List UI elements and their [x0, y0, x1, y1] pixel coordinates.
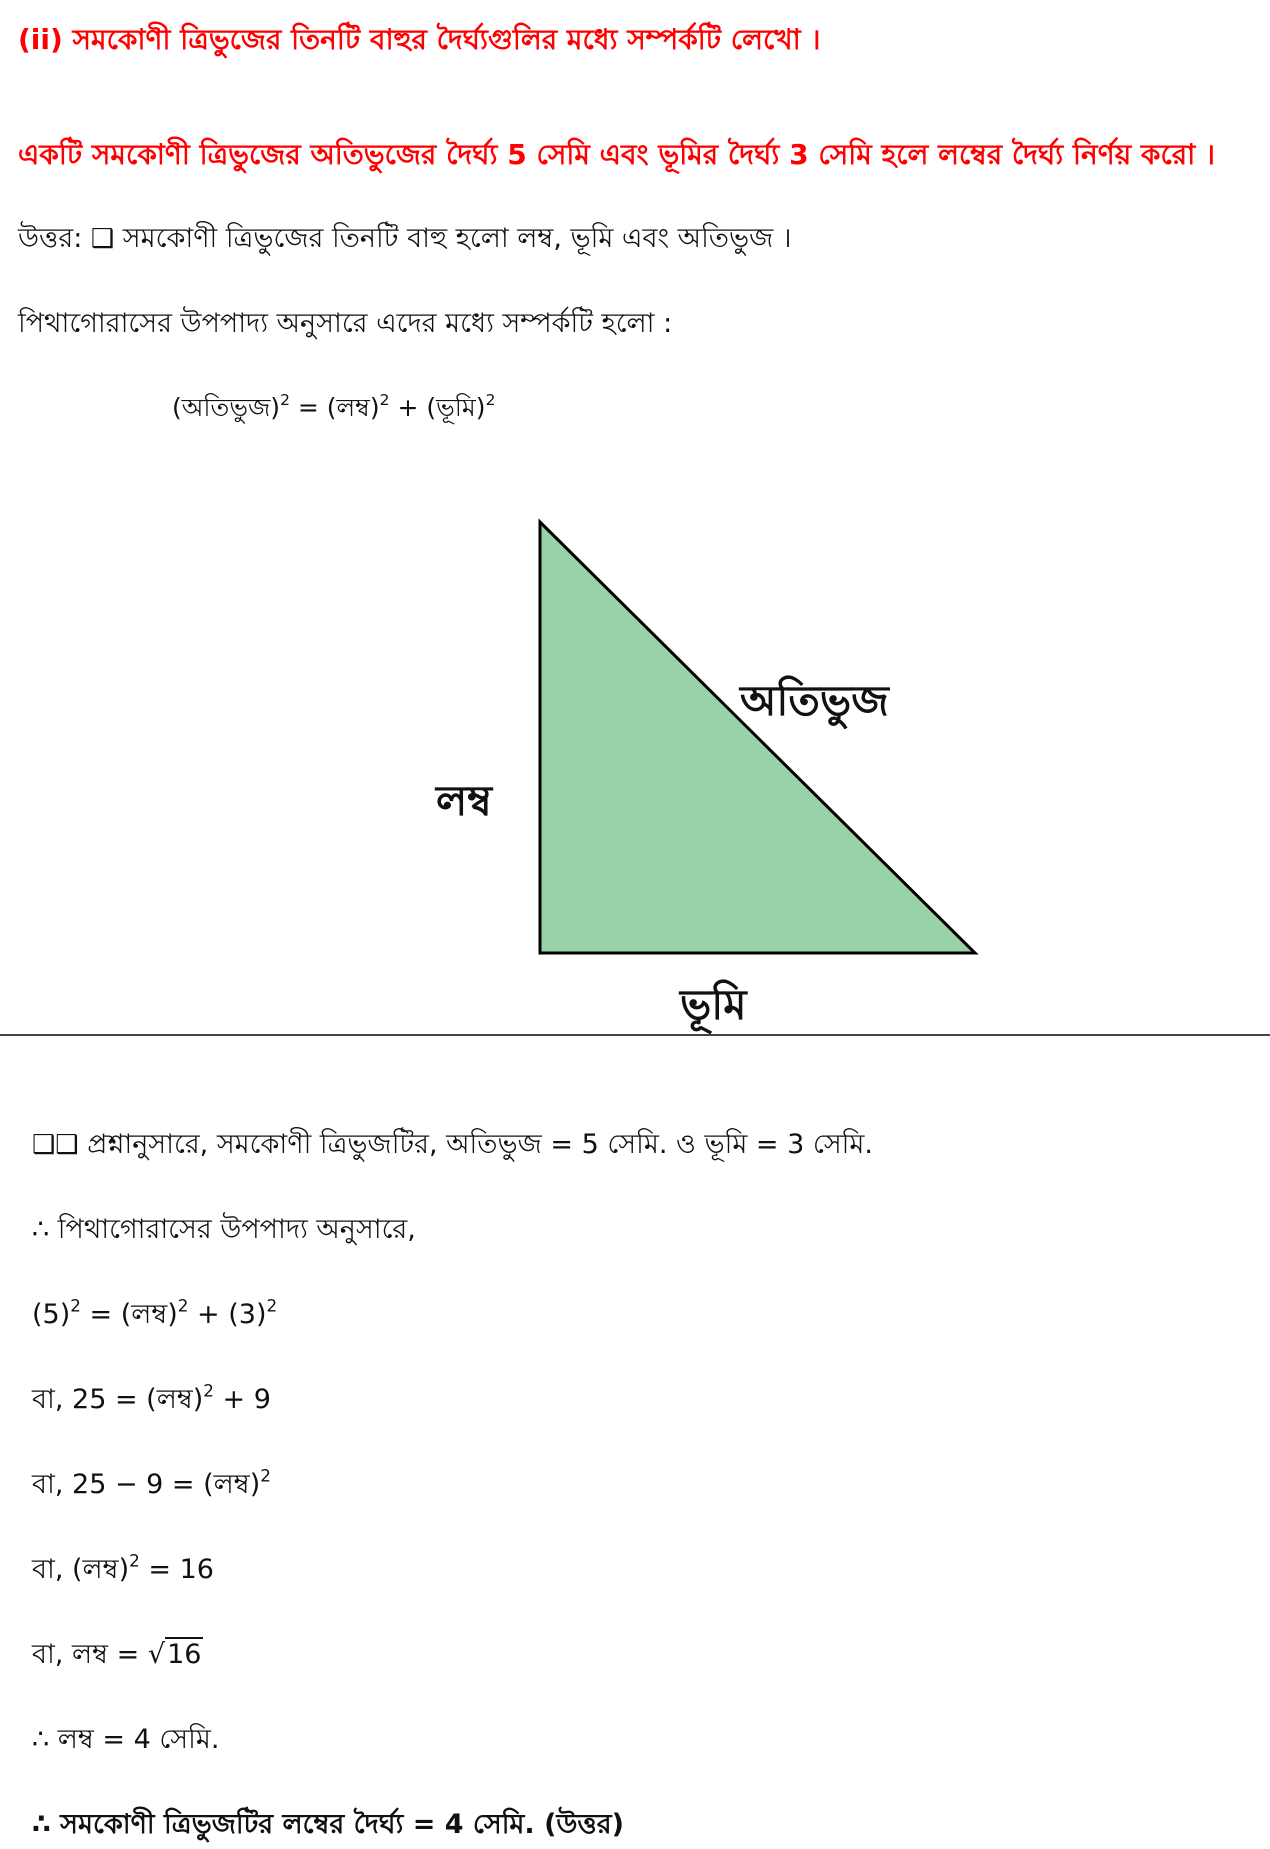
- double-checkbox-glyph-icon: ❑❑: [32, 1130, 79, 1160]
- step-5: [32, 1634, 203, 1679]
- relation-intro: পিথাগোরাসের উপপাদ্য অনুসারে এদের মধ্যে সম্পর্কটি হলো :: [18, 308, 673, 339]
- step-2-a: বা, 25 = (লম্ব): [32, 1384, 204, 1415]
- square-root-expression: [148, 1639, 204, 1670]
- step-1-b: = (লম্ব): [80, 1299, 178, 1330]
- step-3-exp: 2: [260, 1465, 271, 1486]
- perpendicular-label: লম্ব: [436, 776, 493, 825]
- step-4-a: বা, (লম্ব): [32, 1554, 130, 1585]
- question-part-heading: (ii) সমকোণী ত্রিভুজের তিনটি বাহুর দৈর্ঘ্যগুলির মধ্যে সম্পর্কটি লেখো ।: [18, 23, 821, 56]
- given-text: প্রশ্নানুসারে, সমকোণী ত্রিভুজটির, অতিভুজ = 5 সেমি. ও ভূমি = 3 সেমি.: [87, 1129, 873, 1160]
- formula-plus: +: [389, 393, 427, 422]
- step-4: [32, 1549, 214, 1594]
- therefore-intro: ∴ পিথাগোরাসের উপপাদ্য অনুসারে,: [32, 1214, 416, 1245]
- step-5-a: বা, লম্ব =: [32, 1639, 148, 1670]
- formula-exp-1: 2: [280, 391, 290, 410]
- step-3: [32, 1464, 271, 1509]
- formula-equals: =: [289, 393, 327, 422]
- formula-perpendicular: (লম্ব): [326, 393, 380, 422]
- base-label: ভূমি: [680, 980, 747, 1029]
- step-2: [32, 1379, 271, 1424]
- formula-base: (ভূমি): [426, 393, 486, 422]
- step-1-exp-c: 2: [266, 1295, 278, 1316]
- hypotenuse-label: অতিভুজ: [740, 676, 889, 725]
- step-1-a: (5): [32, 1299, 71, 1330]
- step-2-exp: 2: [203, 1380, 214, 1401]
- given-line: [32, 1124, 873, 1169]
- problem-statement: একটি সমকোণী ত্রিভুজের অতিভুজের দৈর্ঘ্য 5 সেমি এবং ভূমির দৈর্ঘ্য 3 সেমি হলে লম্বের দৈর্ঘ্য নির্ণয় করো ।: [18, 138, 1216, 171]
- section-divider: [0, 1034, 1270, 1036]
- answer-prefix: উত্তর:: [18, 223, 83, 254]
- formula-exp-3: 2: [485, 391, 496, 410]
- step-6: ∴ লম্ব = 4 সেমি.: [32, 1724, 220, 1755]
- step-3-a: বা, 25 − 9 = (লম্ব): [32, 1469, 261, 1500]
- sides-text: সমকোণী ত্রিভুজের তিনটি বাহু হলো লম্ব, ভূমি এবং অতিভুজ ।: [122, 223, 792, 254]
- formula-hypotenuse: (অতিভুজ): [172, 393, 281, 422]
- step-4-b: = 16: [139, 1554, 214, 1585]
- step-4-exp: 2: [129, 1550, 140, 1571]
- sqrt-sign-icon: √: [147, 1639, 166, 1670]
- final-answer: ∴ সমকোণী ত্রিভুজটির লম্বের দৈর্ঘ্য = 4 সেমি. (উত্তর): [32, 1809, 624, 1840]
- step-1-exp-a: 2: [70, 1295, 81, 1316]
- step-2-b: + 9: [213, 1384, 271, 1415]
- step-1-c: + (3): [188, 1299, 267, 1330]
- checkbox-glyph-icon: ❑: [90, 224, 115, 254]
- step-1: [32, 1294, 277, 1339]
- step-1-exp-b: 2: [177, 1295, 189, 1316]
- sqrt-radicand: 16: [167, 1639, 202, 1670]
- formula-exp-2: 2: [379, 391, 390, 410]
